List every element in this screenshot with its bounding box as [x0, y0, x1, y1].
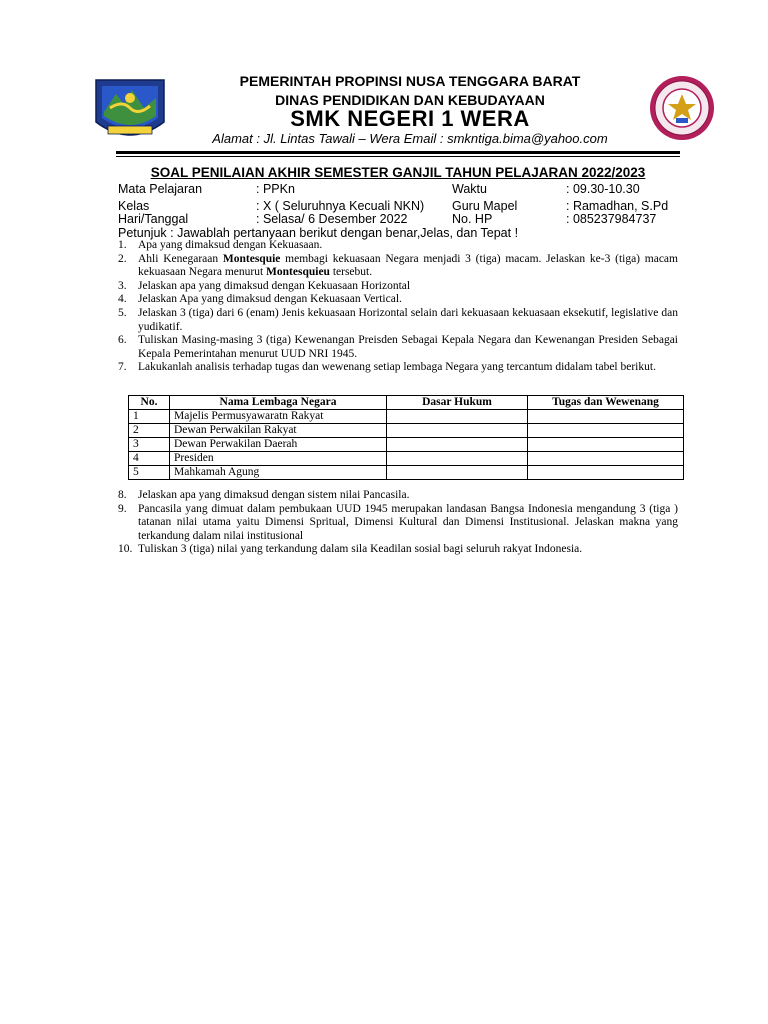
lembaga-negara-table [128, 395, 684, 480]
question-6: 6. Tuliskan Masing-masing 3 (tiga) Kewenangan Preisden Sebagai Kepala Negara dan Kewenangan Presiden Sebagai Kepala Pemerintahan menurut UUD NRI 1945. [118, 334, 678, 360]
question-4: 4. Jelaskan Apa yang dimaksud dengan Kekuasaan Vertical. [118, 293, 402, 306]
column-header-nama: Nama Lembaga Negara [170, 396, 387, 410]
table-row: 5 Mahkamah Agung [129, 466, 684, 480]
table-row: 1 Majelis Permusyawaratn Rakyat [129, 410, 684, 424]
header-divider-thin [116, 156, 680, 157]
column-header-no: No. [129, 396, 170, 410]
question-2: 2. Ahli Kenegaraan Montesquie membagi kekuasaan Negara menjadi 3 (tiga) macam. Jelaskan ke-3 (tiga) macam kekuasaan Negara menurut Montesquieu tersebut. [118, 252, 678, 279]
table-row: 4 Presiden [129, 452, 684, 466]
header-government: PEMERINTAH PROPINSI NUSA TENGGARA BARAT [239, 73, 581, 89]
info-label: Mata Pelajaran [118, 182, 203, 196]
question-list-continued [118, 489, 678, 557]
question-9: 9. Pancasila yang dimuat dalam pembukaan UUD 1945 merupakan landasan Bangsa Indonesia mengandung 3 (tiga ) tatanan nilai utama yaitu Dimensi Spritual, Dimensi Kultural dan Dimensi Institusional. Jelaskan makna yang terkandung dalam nilai institusional [118, 502, 678, 542]
info-label: Waktu [452, 182, 487, 196]
info-label: Hari/Tanggal [118, 212, 189, 226]
exam-title: SOAL PENILAIAN AKHIR SEMESTER GANJIL TAHUN PELAJARAN 2022/2023 [150, 165, 646, 180]
column-header-dasar: Dasar Hukum [387, 396, 528, 410]
question-list [118, 239, 678, 375]
header-divider-thick [116, 151, 680, 154]
column-header-tugas: Tugas dan Wewenang [528, 396, 684, 410]
question-8: 8. Jelaskan apa yang dimaksud dengan sistem nilai Pancasila. [118, 489, 410, 501]
info-value: : X ( Seluruhnya Kecuali NKN) [256, 199, 425, 213]
info-row-mapel [118, 182, 428, 198]
school-address: Alamat : Jl. Lintas Tawali – Wera Email : smkntiga.bima@yahoo.com [212, 131, 608, 146]
question-10: 10. Tuliskan 3 (tiga) nilai yang terkandung dalam sila Keadilan sosial bagi seluruh rakyat Indonesia. [118, 543, 583, 556]
table-row: 2 Dewan Perwakilan Rakyat [129, 424, 684, 438]
table-header-row [129, 396, 684, 410]
info-value: : 09.30-10.30 [566, 182, 640, 196]
info-value: : PPKn [256, 182, 295, 196]
question-5: 5. Jelaskan 3 (tiga) dari 6 (enam) Jenis kekuasaan Horizontal selain dari kekuasaan kekuasaan eksekutif, legislative dan yudikatif. [118, 306, 678, 333]
school-name: SMK NEGERI 1 WERA [290, 106, 530, 131]
info-value: : Ramadhan, S.Pd [566, 199, 669, 213]
info-value: : 085237984737 [566, 212, 657, 226]
info-value: : Selasa/ 6 Desember 2022 [256, 212, 408, 226]
school-emblem-icon [648, 74, 716, 142]
question-3: 3. Jelaskan apa yang dimaksud dengan Kekuasaan Horizontal [118, 279, 411, 292]
question-7: 7. Lakukanlah analisis terhadap tugas dan wewenang setiap lembaga Negara yang tercantum didalam tabel berikut. [118, 361, 656, 374]
info-row-waktu [452, 182, 682, 198]
table-row: 3 Dewan Perwakilan Daerah [129, 438, 684, 452]
instructions: Petunjuk : Jawablah pertanyaan berikut dengan benar,Jelas, dan Tepat ! [118, 226, 519, 240]
header-department: DINAS PENDIDIKAN DAN KEBUDAYAAN [275, 92, 545, 108]
info-label: Guru Mapel [452, 199, 518, 213]
question-1: 1. Apa yang dimaksud dengan Kekuasaan. [118, 239, 323, 251]
ntb-province-emblem-icon [92, 78, 168, 142]
info-label: Kelas [118, 199, 150, 213]
info-label: No. HP [452, 212, 493, 226]
